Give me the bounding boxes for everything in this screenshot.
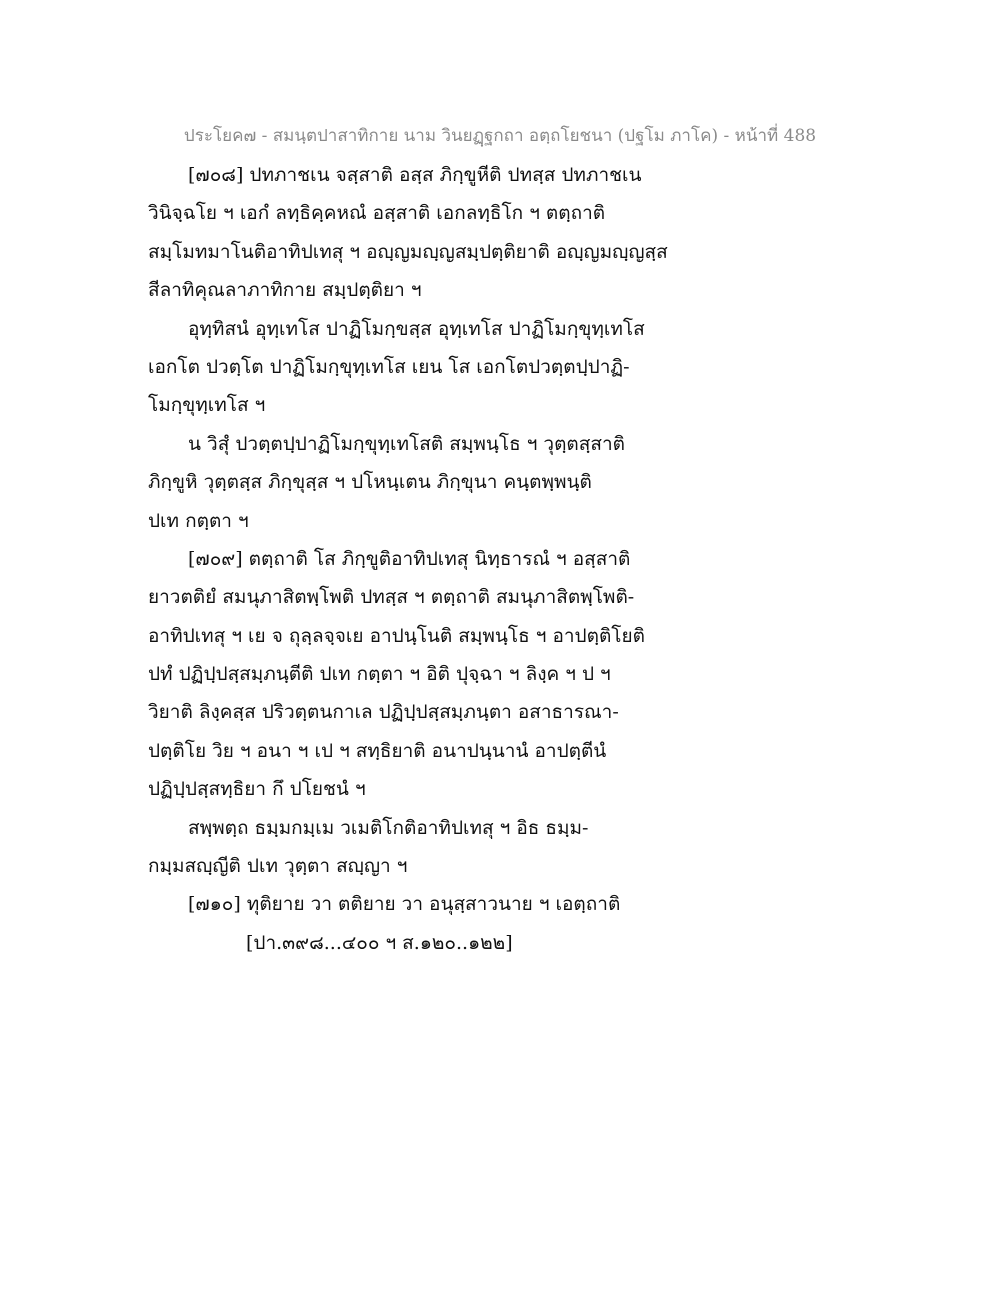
paragraph-line: ปฏิปฺปสฺสทฺธิยา กึ ปโยชนํ ฯ — [148, 778, 366, 801]
paragraph-line: ปตฺติโย วิย ฯ อนา ฯ เป ฯ สทฺธิยาติ อนาปนฺนานํ อาปตฺตีนํ — [148, 739, 607, 762]
page-reference: [ปา.๓๙๘...๔๐๐ ฯ ส.๑๒๐..๑๒๒] — [246, 931, 513, 954]
paragraph-line: ภิกฺขูหิ วุตฺตสฺส ภิกฺขุสฺส ฯ ปโหนฺเตน ภิกฺขุนา คนฺตพฺพนฺติ — [148, 471, 592, 494]
paragraph-line: ปทํ ปฏิปฺปสฺสมฺภนฺตีติ ปเท กตฺตา ฯ อิติ ปุจฺฉา ฯ ลิงฺค ฯ ป ฯ — [148, 663, 611, 686]
paragraph-line: สมฺโมทมาโนติอาทิปเทสุ ฯ อญฺญมญฺญสมฺปตฺติยาติ อญฺญมญฺญสฺส — [148, 240, 668, 263]
paragraph-line: อาทิปเทสุ ฯ เย จ ถุลฺลจฺจเย อาปนฺโนติ สมฺพนฺโธ ฯ อาปตฺติโยติ — [148, 624, 645, 647]
paragraph-line: อุทฺทิสนํ อุทฺเทโส ปาฏิโมกฺขสฺส อุทฺเทโส ปาฏิโมกฺขุทฺเทโส — [188, 317, 645, 340]
paragraph-line: ยาวตติยํ สมนุภาสิตพฺโพติ ปทสฺส ฯ ตตฺถาติ สมนุภาสิตพฺโพติ- — [148, 586, 635, 609]
paragraph-line: สพฺพตฺถ ธมฺมกมฺเม วเมติโกติอาทิปเทสุ ฯ อิธ ธมฺม- — [188, 816, 589, 839]
paragraph-line: กมฺมสญฺญีติ ปเท วุตฺตา สญฺญา ฯ — [148, 855, 408, 878]
paragraph-line: [๗๐๙] ตตฺถาติ โส ภิกฺขูติอาทิปเทสุ นิทฺธารณํ ฯ อสฺสาติ — [188, 547, 631, 570]
paragraph-line: เอกโต ปวตฺโต ปาฏิโมกฺขุทฺเทโส เยน โส เอกโตปวตฺตปฺปาฏิ- — [148, 355, 630, 378]
document-body — [148, 156, 708, 962]
page-header: ประโยค๗ - สมนฺตปาสาทิกาย นาม วินยฏฺฐกถา อตฺถโยชนา (ปฐโม ภาโค) - หน้าที่ 488 — [183, 126, 817, 146]
paragraph-line: วินิจฺฉโย ฯ เอกํ ลทฺธิคฺคหณํ อสฺสาติ เอกลทฺธิโก ฯ ตตฺถาติ — [148, 202, 606, 225]
paragraph-line: [๗๐๘] ปทภาชเน จสฺสาติ อสฺส ภิกฺขูหีติ ปทสฺส ปทภาชเน — [188, 164, 642, 186]
paragraph-line: ปเท กตฺตา ฯ — [148, 509, 249, 532]
paragraph-line: [๗๑๐] ทุติยาย วา ตติยาย วา อนุสฺสาวนาย ฯ เอตฺถาติ — [188, 893, 621, 916]
paragraph-line: สีลาทิคุณลาภาทิกาย สมฺปตฺติยา ฯ — [148, 279, 422, 302]
paragraph-line: น วิสุํ ปวตฺตปฺปาฏิโมกฺขุทฺเทโสติ สมฺพนฺโธ ฯ วุตฺตสฺสาติ — [188, 432, 625, 455]
paragraph-line: วิยาติ ลิงฺคสฺส ปริวตฺตนกาเล ปฏิปฺปสฺสมฺภนฺตา อสาธารณา- — [148, 701, 619, 724]
paragraph-line: โมกฺขุทฺเทโส ฯ — [148, 394, 266, 417]
